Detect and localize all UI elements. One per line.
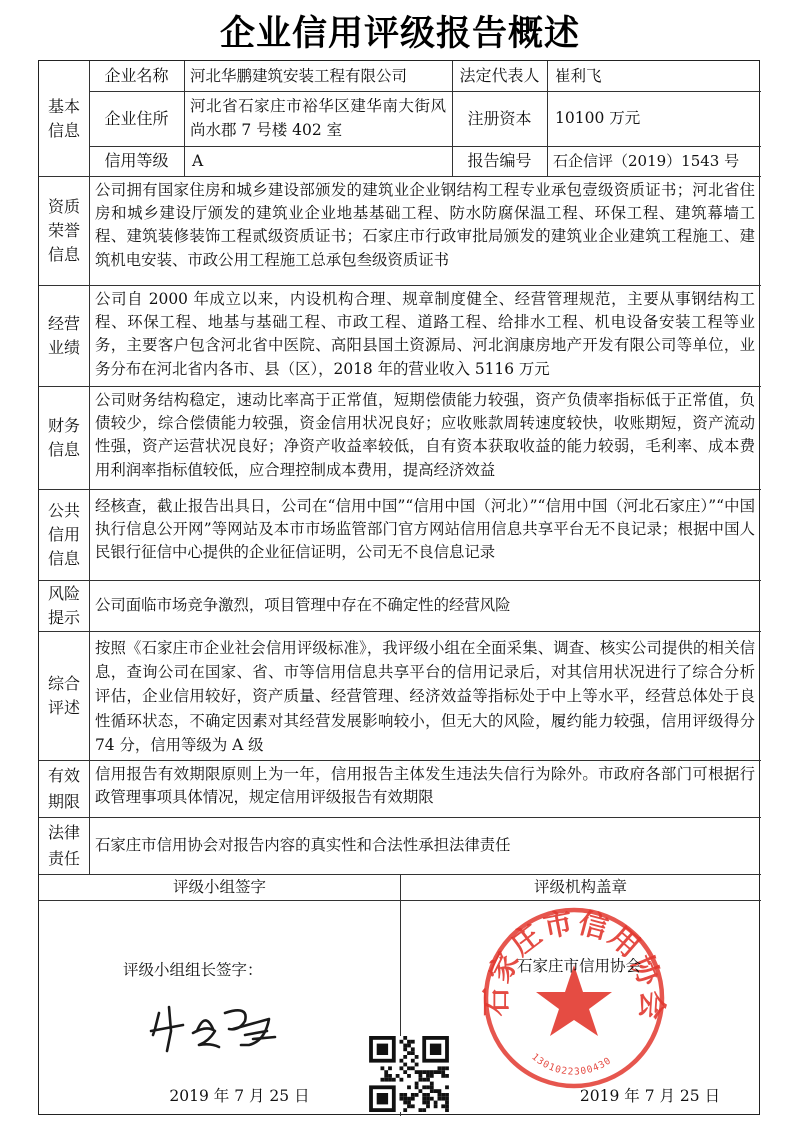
performance-label: 经营业绩 [47,313,80,357]
svg-text:1301022300430: 1301022300430 [529,1051,614,1078]
risk-label: 风险提示 [47,583,80,627]
qualification-text: 公司拥有国家住房和城乡建设部颁发的建筑业企业钢结构工程专业承包壹级资质证书；河北省住房和城乡建设厅颁发的建筑业企业地基基础工程、防水防腐保温工程、环保工程、建筑幕墙工程、建筑装修装饰工程贰级资质证书；石家庄市行政审批局颁发的建筑业企业建筑工程施工、建筑机电安装、市政公用工程施工总承包叁级资质证书 [95,181,755,269]
public-credit-label: 公共信用信息 [47,500,80,568]
summary-label: 综合评述 [47,673,80,717]
right-sign-date: 2019 年 7 月 25 日 [579,1086,721,1105]
report-number-value: 石企信评（2019）1543 号 [553,151,740,170]
registered-capital-value: 10100 万元 [555,109,641,127]
credit-grade-label: 信用等级 [104,151,169,170]
summary-text: 按照《石家庄市企业社会信用评级标准》，我评级小组在全面采集、调查、核实公司提供的相关信息，查询公司在国家、省、市等信用信息共享平台的信用记录后，对其信用状况进行了综合分析评估，企业信用较好，资产质量、经营管理、经济效益等指标处于中上等水平，经营总体处于良性循环状态，不确定因素对其经营发展影响较小，但无大的风险，履约能力较强，信用评级得分 74 分，信用等级为 A 级 [95,639,755,754]
handwritten-signature [149,1001,299,1056]
qualification-label: 资质荣誉信息 [47,196,80,264]
legal-rep-value: 崔利飞 [555,66,602,85]
page-title: 企业信用评级报告概述 [219,14,580,54]
registered-capital-label: 注册资本 [467,108,532,128]
financial-label: 财务信息 [47,415,80,459]
public-credit-text: 经核查，截止报告出具日，公司在“信用中国”“信用中国（河北）”“信用中国（河北石家庄）”“中国执行信息公开网”等网站及本市市场监管部门官方网站信用信息共享平台无不良记录；根据中国人民银行征信中心提供的企业征信证明，公司无不良信息记录 [95,497,755,562]
performance-text: 公司自 2000 年成立以来，内设机构合理、规章制度健全、经营管理规范，主要从事钢结构工程、环保工程、地基与基础工程、市政工程、道路工程、给排水工程、机电设备安装工程等业务，主要客户包含河北省中医院、高阳县国土资源局、河北润康房地产开发有限公司等单位，业务分布在河北省内各市、县（区），2018 年的营业收入 5116 万元 [95,290,755,378]
risk-text: 公司面临市场竞争激烈，项目管理中存在不确定性的经营风险 [95,595,511,614]
validity-text: 信用报告有效期限原则上为一年，信用报告主体发生违法失信行为除外。市政府各部门可根据行政管理事项具体情况，规定信用评级报告有效期限 [95,765,755,807]
qr-code-icon [369,1036,449,1112]
left-sign-date: 2019 年 7 月 25 日 [169,1086,310,1105]
rating-team-header: 评级小组签字 [172,877,266,896]
svg-text:石家庄市信用协会: 石家庄市信用协会 [478,904,670,1023]
financial-text: 公司财务结构稳定，速动比率高于正常值，短期偿债能力较强，资产负债率指标低于正常值，负债较少，综合偿债能力较强，资金信用状况良好；应收账款周转速度较快，收账期短，资产流动性强，资产运营状况良好；净资产收益率较低，自有资本获取收益的能力较弱，毛利率、成本费用利润率指标值较低，应合理控制成本费用，提高经济效益 [95,391,755,479]
validity-label: 有效期限 [47,765,80,811]
legal-rep-label: 法定代表人 [459,66,540,85]
basic-info-label: 基本信息 [47,96,80,140]
company-address-label: 企业住所 [104,108,169,128]
rating-agency-header: 评级机构盖章 [533,877,627,896]
company-address-value: 河北省石家庄市裕华区建华南大街风尚水郡 7 号楼 402 室 [190,97,446,139]
team-leader-signature-label: 评级小组组长签字： [123,961,263,979]
legal-text: 石家庄市信用协会对报告内容的真实性和合法性承担法律责任 [95,835,511,854]
official-seal [479,903,669,1093]
rating-agency-name: 石家庄市信用协会 [516,957,641,975]
report-number-label: 报告编号 [467,151,532,170]
report-table [38,60,760,1115]
company-name-label: 企业名称 [104,66,169,85]
credit-grade-value: A [192,151,204,170]
legal-label: 法律责任 [47,822,80,868]
company-name-value: 河北华鹏建筑安装工程有限公司 [190,66,408,85]
